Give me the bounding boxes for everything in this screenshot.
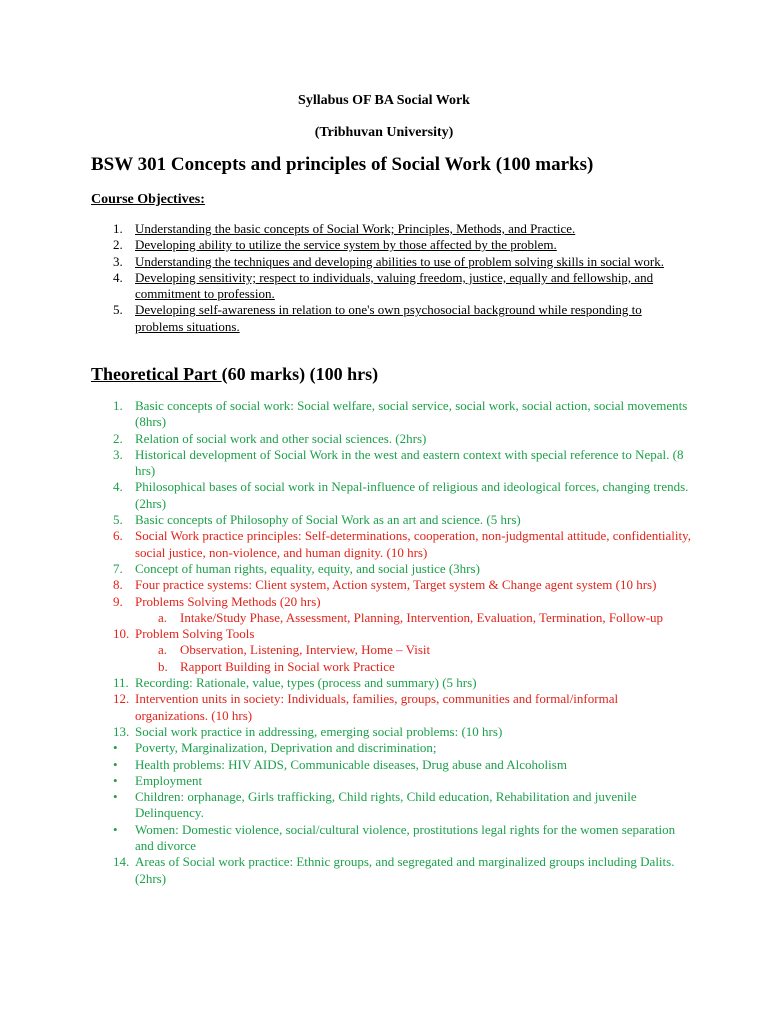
objective-text: Developing sensitivity; respect to individuals, valuing freedom, justice, equally and fellowship, and commitment to profession. (135, 269, 654, 302)
topic-item (91, 854, 691, 887)
topic-text: Recording: Rationale, value, types (process and summary) (5 hrs) (135, 675, 477, 691)
theoretical-part-label: Theoretical Part (91, 364, 222, 384)
topic-number: b. (158, 658, 168, 674)
topic-text: Women: Domestic violence, social/cultural violence, prostitutions legal rights for the women separation and divorce (135, 821, 676, 854)
topic-number: 1. (113, 398, 123, 413)
topic-item (91, 528, 691, 561)
bullet-item (91, 757, 691, 773)
objective-item (91, 221, 691, 237)
bullet-icon: • (113, 821, 118, 837)
topic-text: Problems Solving Methods (20 hrs) (135, 593, 321, 609)
theoretical-part-marks: (60 marks) (100 hrs) (221, 364, 379, 384)
topic-number: 5. (113, 512, 123, 528)
topic-number: 2. (113, 430, 123, 446)
topic-number: a. (158, 642, 168, 658)
bullet-item (91, 773, 691, 789)
topic-number: 10. (113, 626, 130, 642)
topic-text: Observation, Listening, Interview, Home – Visit (180, 642, 431, 658)
topic-text: Employment (135, 772, 203, 788)
course-title: BSW 301 Concepts and principles of Social Work (100 marks) (91, 154, 594, 175)
objective-item (91, 237, 691, 253)
objective-text: Developing self-awareness in relation to one's own psychosocial background while responding to problems situations. (135, 302, 642, 334)
sub-topic-item (91, 610, 691, 626)
objective-number: 4. (113, 269, 123, 285)
objective-text: Understanding the basic concepts of Social Work; Principles, Methods, and Practice. (135, 221, 576, 236)
topic-item (91, 675, 691, 691)
bullet-item (91, 822, 691, 855)
topic-item (91, 431, 691, 447)
topic-text: Social Work practice principles: Self-determinations, cooperation, non-judgmental attitude, confidentiality, social justice, non-violence, and human dignity. (10 hrs) (135, 528, 691, 560)
topic-number: a. (158, 609, 168, 625)
topic-text: Basic concepts of Philosophy of Social Work as an art and science. (5 hrs) (135, 512, 521, 528)
topic-text: Areas of Social work practice: Ethnic groups, and segregated and marginalized groups including Dalits. (2hrs) (135, 854, 675, 886)
objective-item (91, 270, 691, 303)
topic-text: Basic concepts of social work: Social welfare, social service, social work, social action, social movements (8hrs) (135, 398, 688, 430)
bullet-item (91, 789, 691, 822)
topic-item (91, 398, 691, 431)
topic-item (91, 447, 691, 480)
sub-topic-item (91, 642, 691, 658)
topic-text: Children: orphanage, Girls trafficking, Child rights, Child education, Rehabilitation and juvenile Delinquency. (135, 789, 637, 821)
objective-text: Understanding the techniques and developing abilities to use of problem solving skills in social work. (135, 253, 664, 269)
topic-number: 6. (113, 528, 123, 544)
objective-item (91, 302, 691, 335)
objective-text: Developing ability to utilize the service system by those affected by the problem. (135, 237, 557, 253)
topic-text: Health problems: HIV AIDS, Communicable diseases, Drug abuse and Alcoholism (135, 756, 567, 772)
topic-text: Problem Solving Tools (135, 626, 255, 642)
topic-text: Poverty, Marginalization, Deprivation and discrimination; (135, 740, 437, 756)
topic-text: Philosophical bases of social work in Nepal-influence of religious and ideological forces, changing trends. (2hrs) (135, 479, 689, 511)
topic-number: 3. (113, 446, 123, 462)
topic-text: Rapport Building in Social work Practice (180, 658, 395, 674)
objective-number: 5. (113, 302, 123, 318)
topic-item (91, 479, 691, 512)
topic-text: Concept of human rights, equality, equity, and social justice (3hrs) (135, 560, 480, 576)
topic-number: 9. (113, 593, 123, 609)
topic-item (91, 594, 691, 610)
topic-number: 12. (113, 691, 130, 707)
topic-item (91, 724, 691, 740)
topic-item (91, 561, 691, 577)
objective-item (91, 254, 691, 270)
topic-number: 11. (113, 675, 129, 691)
sub-topic-item (91, 659, 691, 675)
bullet-icon: • (113, 789, 118, 805)
topic-item (91, 691, 691, 724)
bullet-icon: • (113, 772, 118, 788)
topic-item (91, 512, 691, 528)
topic-number: 8. (113, 577, 123, 593)
topic-number: 7. (113, 560, 123, 576)
topic-number: 4. (113, 479, 123, 495)
topic-number: 13. (113, 723, 130, 739)
bullet-icon: • (113, 756, 118, 772)
topic-item (91, 577, 691, 593)
topic-item (91, 626, 691, 642)
objectives-heading: Course Objectives: (91, 192, 205, 207)
university-name: (Tribhuvan University) (314, 125, 454, 140)
bullet-item (91, 740, 691, 756)
objective-number: 1. (113, 221, 123, 236)
syllabus-title: Syllabus OF BA Social Work (298, 93, 470, 108)
topic-text: Intake/Study Phase, Assessment, Planning, Intervention, Evaluation, Termination, Follow-up (180, 609, 664, 625)
objectives-list (91, 221, 691, 335)
objective-number: 2. (113, 237, 123, 253)
topic-text: Social work practice in addressing, emerging social problems: (10 hrs) (135, 723, 503, 739)
theory-topics-list (91, 398, 691, 887)
bullet-icon: • (113, 740, 118, 756)
topic-text: Historical development of Social Work in the west and eastern context with special reference to Nepal. (8 hrs) (135, 446, 684, 479)
topic-text: Intervention units in society: Individuals, families, groups, communities and formal/informal organizations. (10 hrs) (135, 691, 619, 723)
theoretical-part-heading (91, 364, 378, 385)
objective-number: 3. (113, 253, 123, 269)
topic-text: Four practice systems: Client system, Action system, Target system & Change agent system (10 hrs) (135, 577, 657, 593)
topic-text: Relation of social work and other social sciences. (2hrs) (135, 430, 427, 446)
topic-number: 14. (113, 854, 130, 870)
